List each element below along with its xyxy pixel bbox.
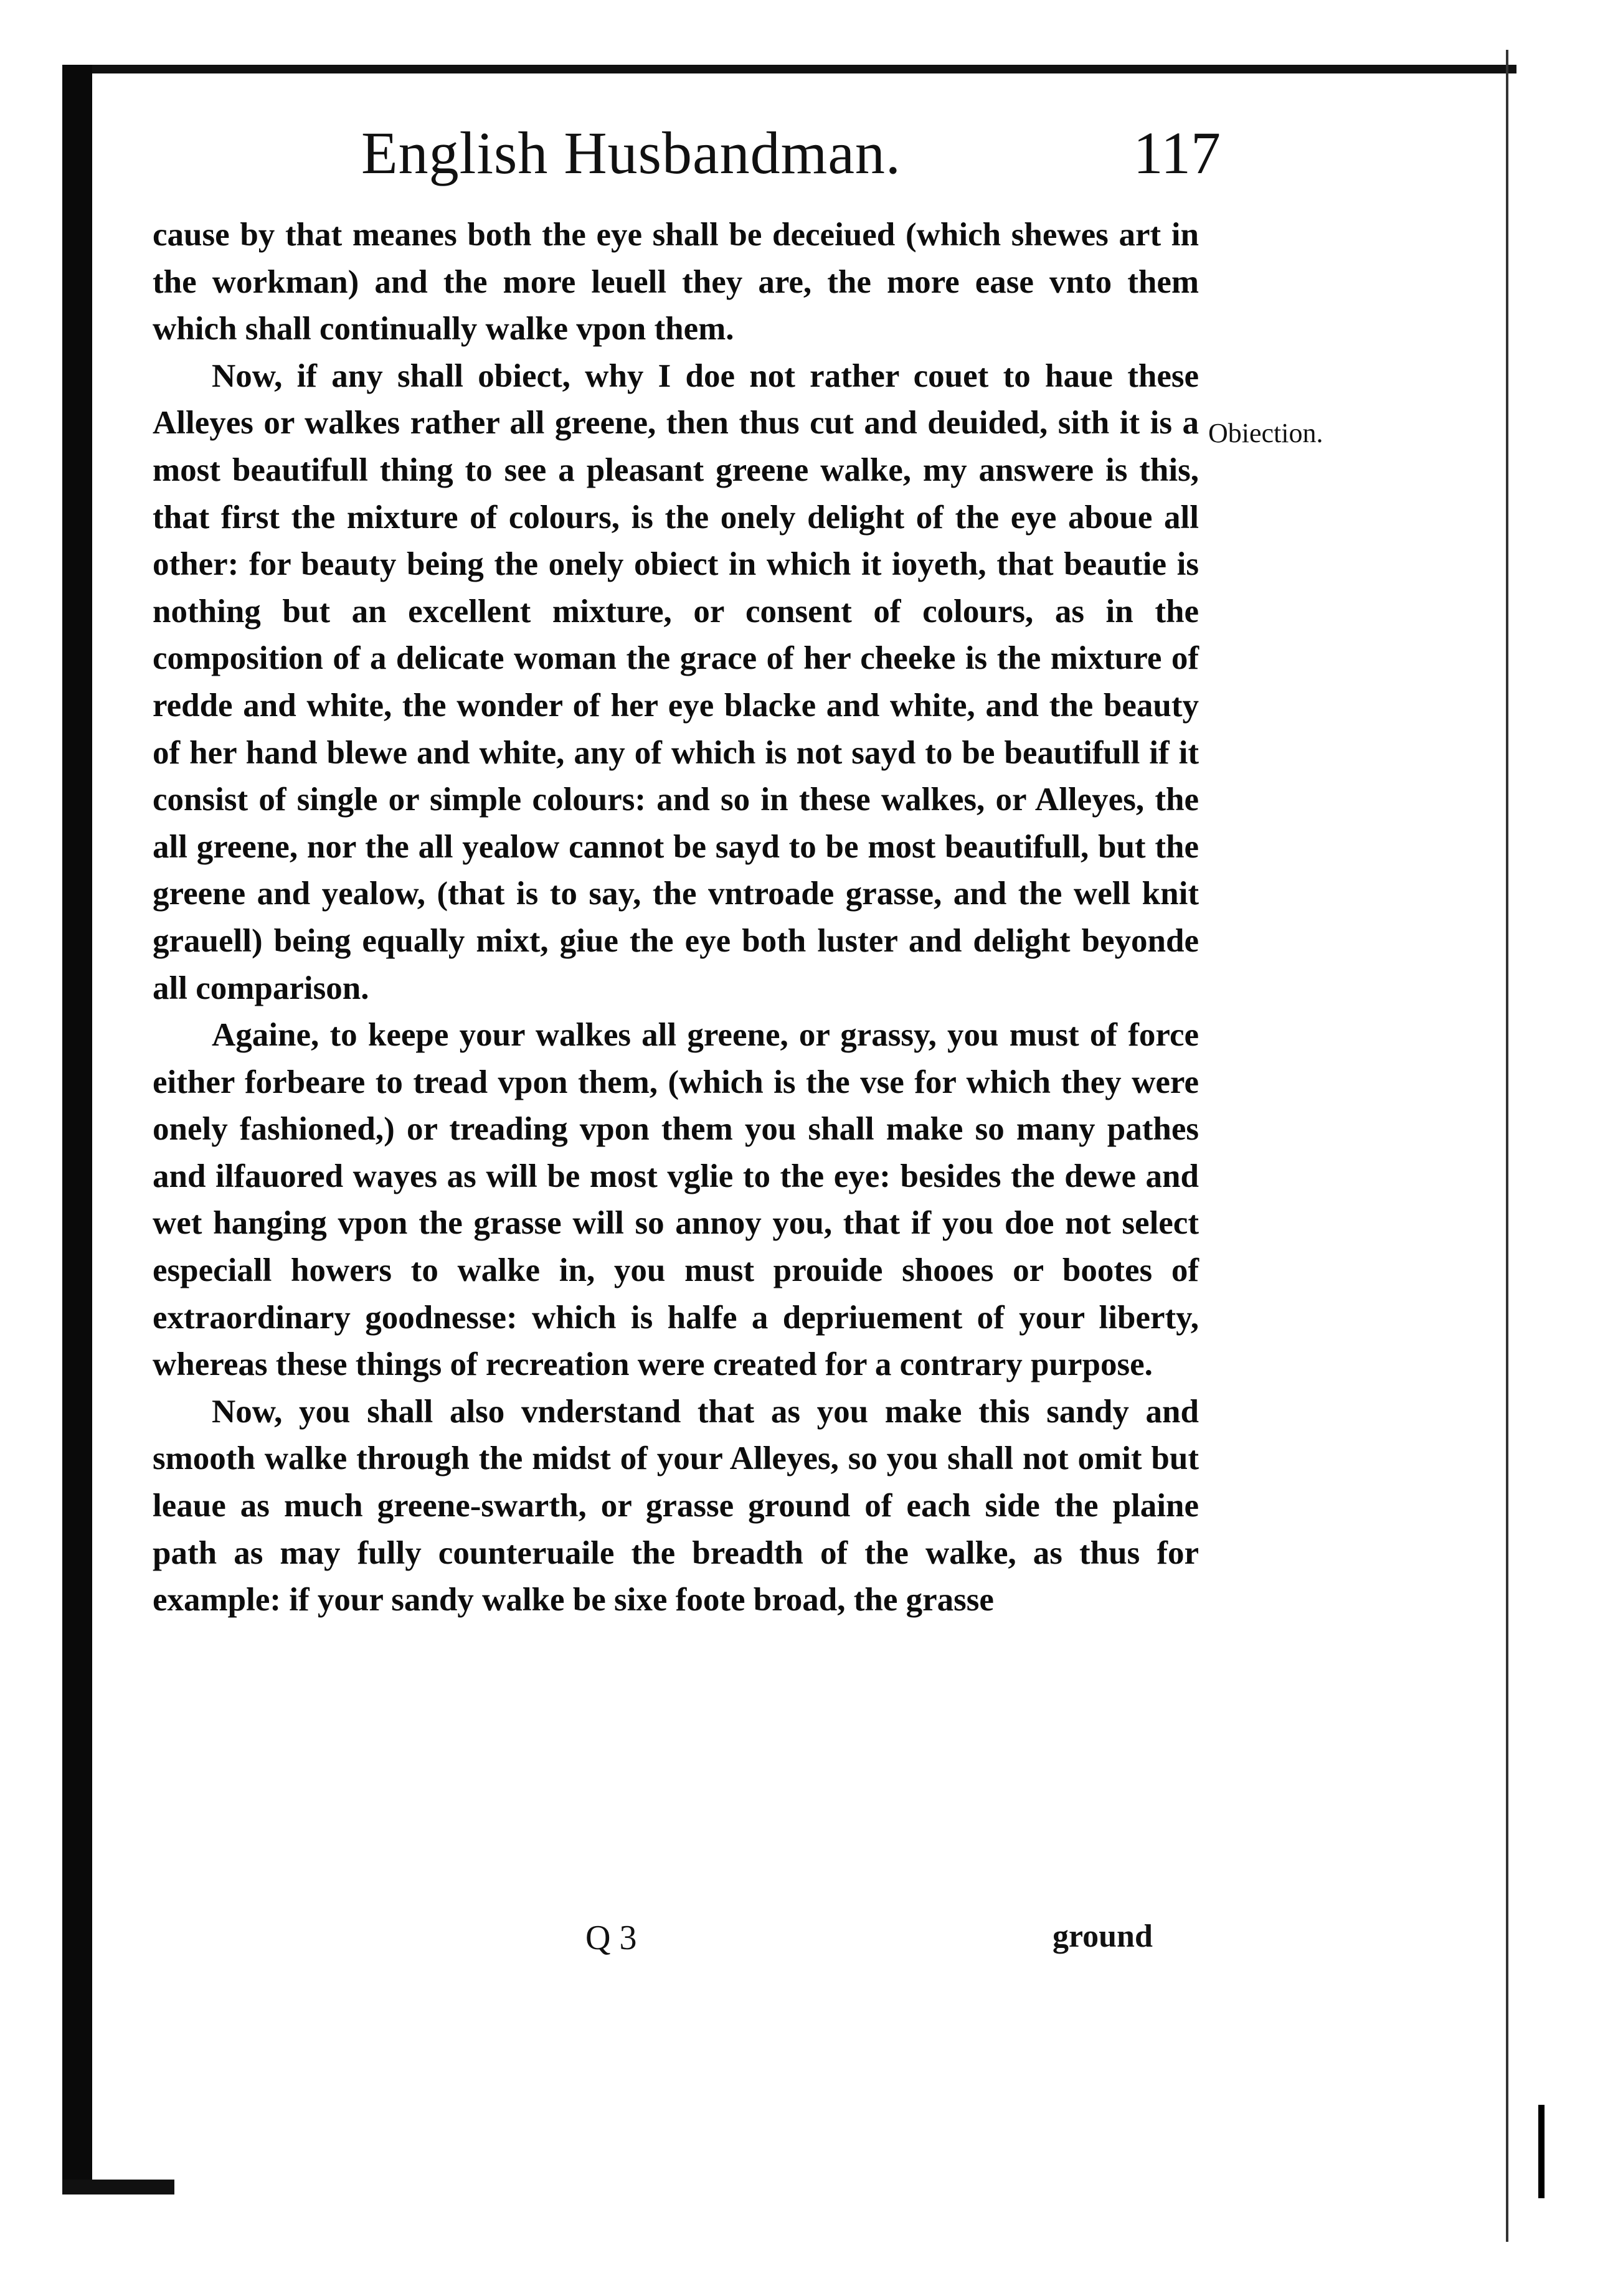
body-text xyxy=(153,212,1199,1624)
page-edge-right xyxy=(1506,50,1508,2242)
page-header xyxy=(361,118,1221,193)
running-title: English Husbandman. xyxy=(361,120,901,186)
paragraph-2: Now, if any shall obiect, why I doe not rather couet to haue these Alleyes or walkes rather all greene, then thus cut and deuided, sith it is a most beautifull thing to see a pleasant greene walke, my answere is this, that first the mixture of colours, is the onely delight of the eye aboue all other: for beauty being the onely obiect in which it ioyeth, that beautie is nothing but an excellent mixture, or consent of colours, as in the composition of a delicate woman the grace of her cheeke is the mixture of redde and white, the wonder of her eye blacke and white, and the beauty of her hand blewe and white, any of which is not sayd to be beautifull if it consist of single or simple colours: and so in these walkes, or Alleyes, the all greene, nor the all yealow cannot be sayd to be most beautifull, but the greene and yealow, (that is to say, the vntroade grasse, and the well knit grauell) being equally mixt, giue the eye both luster and delight beyonde all comparison. xyxy=(153,357,1199,1006)
edge-mark xyxy=(1538,2105,1545,2198)
paragraph-4: Now, you shall also vnderstand that as you make this sandy and smooth walke through the midst of your Alleyes, so you shall not omit but leaue as much greene-swarth, or grasse ground of each side the plaine path as may fully counteruaile the breadth of the walke, as thus for example: if your sandy walke be sixe foote broad, the grasse xyxy=(153,1393,1199,1618)
page-border-top xyxy=(65,65,1516,73)
signature-mark: Q 3 xyxy=(585,1919,637,1957)
catchword: ground xyxy=(1053,1919,1153,1954)
paragraph-3: Againe, to keepe your walkes all greene, or grassy, you must of force either forbeare to tread vpon them, (which is the vse for which they were onely fashioned,) or treading vpon them you shall make so many pathes and ilfauored wayes as will be most vglie to the eye: besides the dewe and wet hanging vpon the grasse will so annoy you, that if you doe not select especiall howers to walke in, you must prouide shooes or bootes of extraordinary goodnesse: which is halfe a depriuement of your liberty, whereas these things of recreation were created for a contrary purpose. xyxy=(153,1017,1199,1383)
paragraph-1: cause by that meanes both the eye shall be deceiued (which shewes art in the workman) and the more leuell they are, the more ease vnto them which shall continually walke vpon them. xyxy=(153,217,1199,347)
page-border-left xyxy=(62,65,92,2194)
page-number: 117 xyxy=(1133,120,1221,186)
page-border-bottom xyxy=(62,2180,174,2194)
marginal-note: Obiection. xyxy=(1208,418,1323,448)
